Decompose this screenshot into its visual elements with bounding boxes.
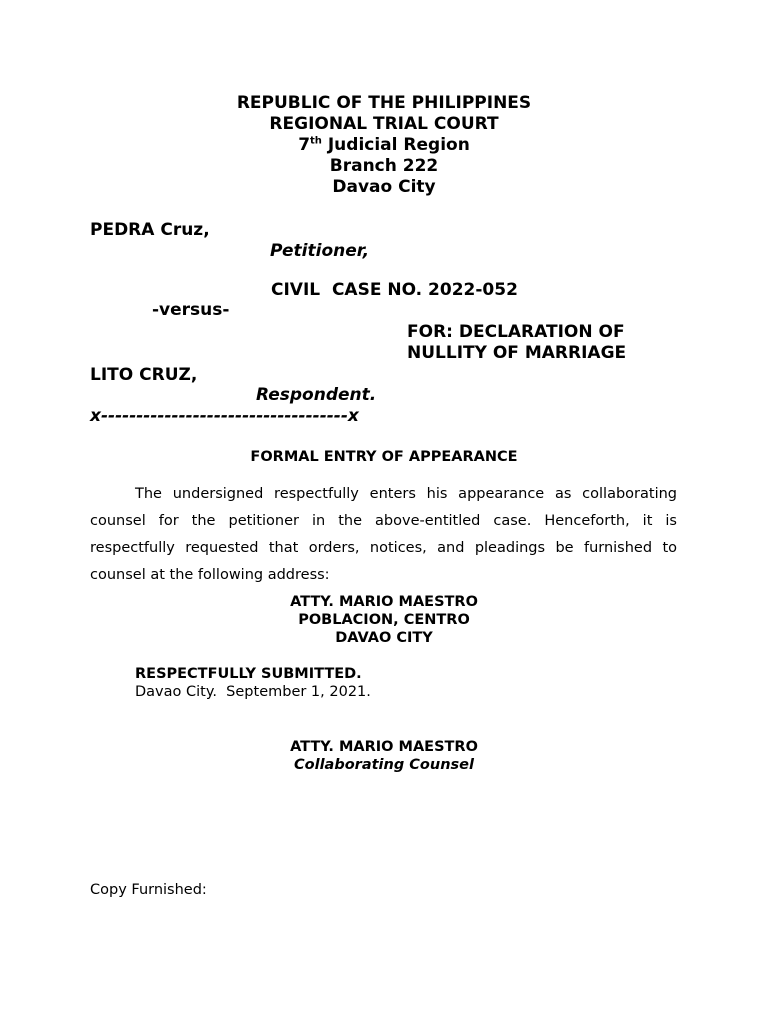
- region-text: Judicial Region: [321, 135, 470, 155]
- caption-region: [0, 135, 768, 156]
- place-and-date: Davao City. September 1, 2021.: [135, 684, 371, 700]
- region-number: 7: [298, 135, 311, 155]
- case-nature-line2: NULLITY OF MARRIAGE: [407, 343, 627, 363]
- caption-city: Davao City: [332, 177, 436, 197]
- caption-court: REGIONAL TRIAL COURT: [269, 114, 499, 134]
- closing-statement: RESPECTFULLY SUBMITTED.: [135, 666, 362, 682]
- address-line-1: POBLACION, CENTRO: [298, 612, 470, 628]
- signatory-name: ATTY. MARIO MAESTRO: [290, 739, 478, 755]
- signatory-title: Collaborating Counsel: [294, 757, 474, 773]
- body-paragraph: The undersigned respectfully enters his appearance as collaborating counsel for the petitioner in the above-entitled case. Henceforth, it is respectfully requested that orders, notices, and pleadings be furnished to counsel at the following address:: [90, 486, 677, 583]
- document-title: FORMAL ENTRY OF APPEARANCE: [250, 449, 518, 465]
- case-nature-line1: FOR: DECLARATION OF: [407, 322, 625, 342]
- caption-republic: REPUBLIC OF THE PHILIPPINES: [236, 93, 532, 113]
- copy-furnished-label: Copy Furnished:: [90, 882, 207, 898]
- respondent-name: LITO CRUZ,: [90, 365, 198, 385]
- caption-separator: x-----------------------------------x: [90, 406, 359, 426]
- address-line-2: DAVAO CITY: [335, 630, 433, 646]
- petitioner-role: Petitioner,: [270, 241, 370, 261]
- region-suffix: th: [310, 135, 322, 147]
- caption-branch: Branch 222: [329, 156, 439, 176]
- petitioner-name: PEDRA Cruz,: [90, 220, 210, 240]
- case-number: CIVIL CASE NO. 2022-052: [271, 280, 518, 300]
- versus-label: -versus-: [152, 300, 230, 320]
- address-name: ATTY. MARIO MAESTRO: [290, 594, 478, 610]
- respondent-role: Respondent.: [256, 385, 377, 405]
